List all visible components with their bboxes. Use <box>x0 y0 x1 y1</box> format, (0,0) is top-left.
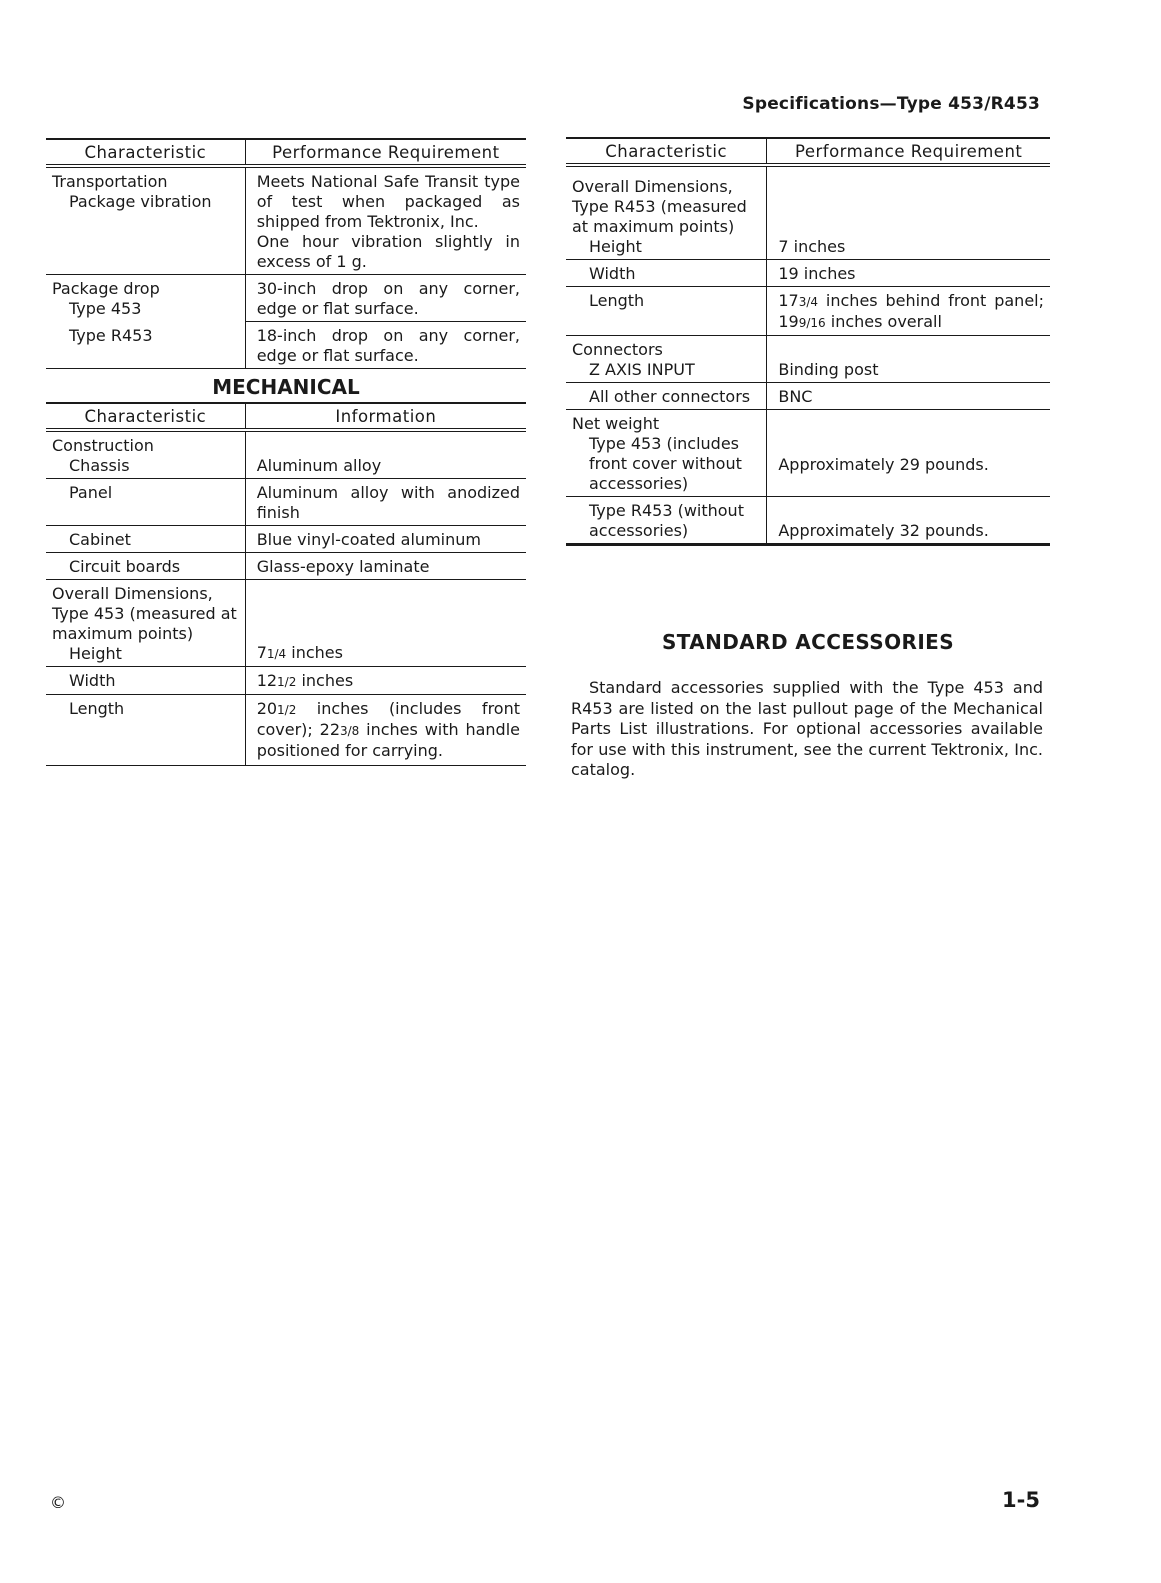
height-info: 71/4 inches <box>245 580 526 667</box>
left-column <box>46 138 526 766</box>
table-row <box>46 166 526 275</box>
col-information-header: Information <box>245 403 526 430</box>
mechanical-table <box>46 402 526 766</box>
height-value: 7 inches <box>767 165 1050 260</box>
page-number: 1-5 <box>1002 1488 1040 1512</box>
construction-label: Construction <box>52 436 154 455</box>
panel-label: Panel <box>69 483 113 502</box>
vibration-requirement: Meets National Safe Transit type of test when packaged as shipped from Tektronix, Inc. <box>256 172 520 231</box>
weight-453-value: Approximately 29 pounds. <box>767 410 1050 497</box>
chassis-info: Aluminum alloy <box>245 430 526 479</box>
table-row <box>46 695 526 766</box>
other-connectors-label: All other connectors <box>589 387 751 406</box>
package-vibration-label: Package vibration <box>69 192 212 211</box>
drop-453-requirement: 30-inch drop on any corner, edge or flat surface. <box>245 275 526 322</box>
col-performance-header: Performance Requirement <box>767 138 1050 165</box>
dimensions-table <box>566 137 1050 546</box>
table-row <box>46 479 526 526</box>
height-label: Height <box>69 644 122 663</box>
table-row <box>46 667 526 695</box>
col-characteristic-header: Characteristic <box>46 139 245 166</box>
table-row <box>46 275 526 322</box>
length-label: Length <box>69 699 125 718</box>
overall-dimensions-label: Overall Dimensions, Type R453 (measured at maximum points) <box>572 177 747 236</box>
copyright-symbol: © <box>50 1493 66 1512</box>
drop-r453-requirement: 18-inch drop on any corner, edge or flat surface. <box>245 322 526 369</box>
table-row <box>46 580 526 667</box>
panel-info: Aluminum alloy with anodized finish <box>245 479 526 526</box>
net-weight-label: Net weight <box>572 414 660 433</box>
length-label: Length <box>589 291 645 310</box>
environmental-table <box>46 138 526 369</box>
type-r453-label: Type R453 <box>69 325 153 345</box>
height-label: Height <box>589 237 642 256</box>
table-row <box>46 430 526 479</box>
z-axis-value: Binding post <box>767 336 1050 383</box>
standard-accessories-title: STANDARD ACCESSORIES <box>661 630 955 654</box>
width-label: Width <box>589 264 636 283</box>
connectors-label: Connectors <box>572 340 663 359</box>
weight-453-label: Type 453 (includes front cover without accessories) <box>589 434 742 493</box>
width-info: 121/2 inches <box>245 667 526 695</box>
table-row <box>46 322 526 369</box>
cabinet-info: Blue vinyl-coated aluminum <box>245 526 526 553</box>
overall-dimensions-label: Overall Dimensions, Type 453 (measured at maximum points) <box>52 584 237 643</box>
circuit-boards-label: Circuit boards <box>69 557 181 576</box>
chassis-label: Chassis <box>69 456 130 475</box>
cabinet-label: Cabinet <box>69 530 131 549</box>
mechanical-title: MECHANICAL <box>212 375 360 399</box>
table-row <box>46 526 526 553</box>
circuit-boards-info: Glass-epoxy laminate <box>245 553 526 580</box>
table-row <box>46 553 526 580</box>
type-453-label: Type 453 <box>69 299 142 318</box>
table-row <box>566 383 1050 410</box>
table-row <box>566 336 1050 383</box>
package-drop-label: Package drop <box>52 279 160 298</box>
other-connectors-value: BNC <box>767 383 1050 410</box>
col-characteristic-header: Characteristic <box>46 403 245 430</box>
table-row <box>566 287 1050 336</box>
weight-r453-value: Approximately 32 pounds. <box>767 497 1050 545</box>
width-label: Width <box>69 671 116 690</box>
right-column <box>566 137 1050 546</box>
col-performance-header: Performance Requirement <box>245 139 526 166</box>
width-value: 19 inches <box>767 260 1050 287</box>
standard-accessories-text: Standard accessories supplied with the Type 453 and R453 are listed on the last pullout page of the Mechanical Parts List illustrations. For optional accessories available for use with this instrument, see the current Tektronix, Inc. catalog. <box>571 678 1043 779</box>
table-row <box>566 497 1050 545</box>
page-header: Specifications—Type 453/R453 <box>742 94 1040 114</box>
z-axis-label: Z AXIS INPUT <box>589 360 695 379</box>
length-info: 201/2 inches (includes front cover); 223/8 inches with handle positioned for carrying. <box>245 695 526 766</box>
col-characteristic-header: Characteristic <box>566 138 767 165</box>
table-row <box>566 165 1050 260</box>
weight-r453-label: Type R453 (without accessories) <box>589 501 744 540</box>
vibration-requirement-2: One hour vibration slightly in excess of 1 g. <box>256 232 520 271</box>
table-row <box>566 410 1050 497</box>
length-value: 173/4 inches behind front panel; 199/16 inches overall <box>767 287 1050 336</box>
transportation-label: Transportation <box>52 172 168 191</box>
table-row <box>566 260 1050 287</box>
